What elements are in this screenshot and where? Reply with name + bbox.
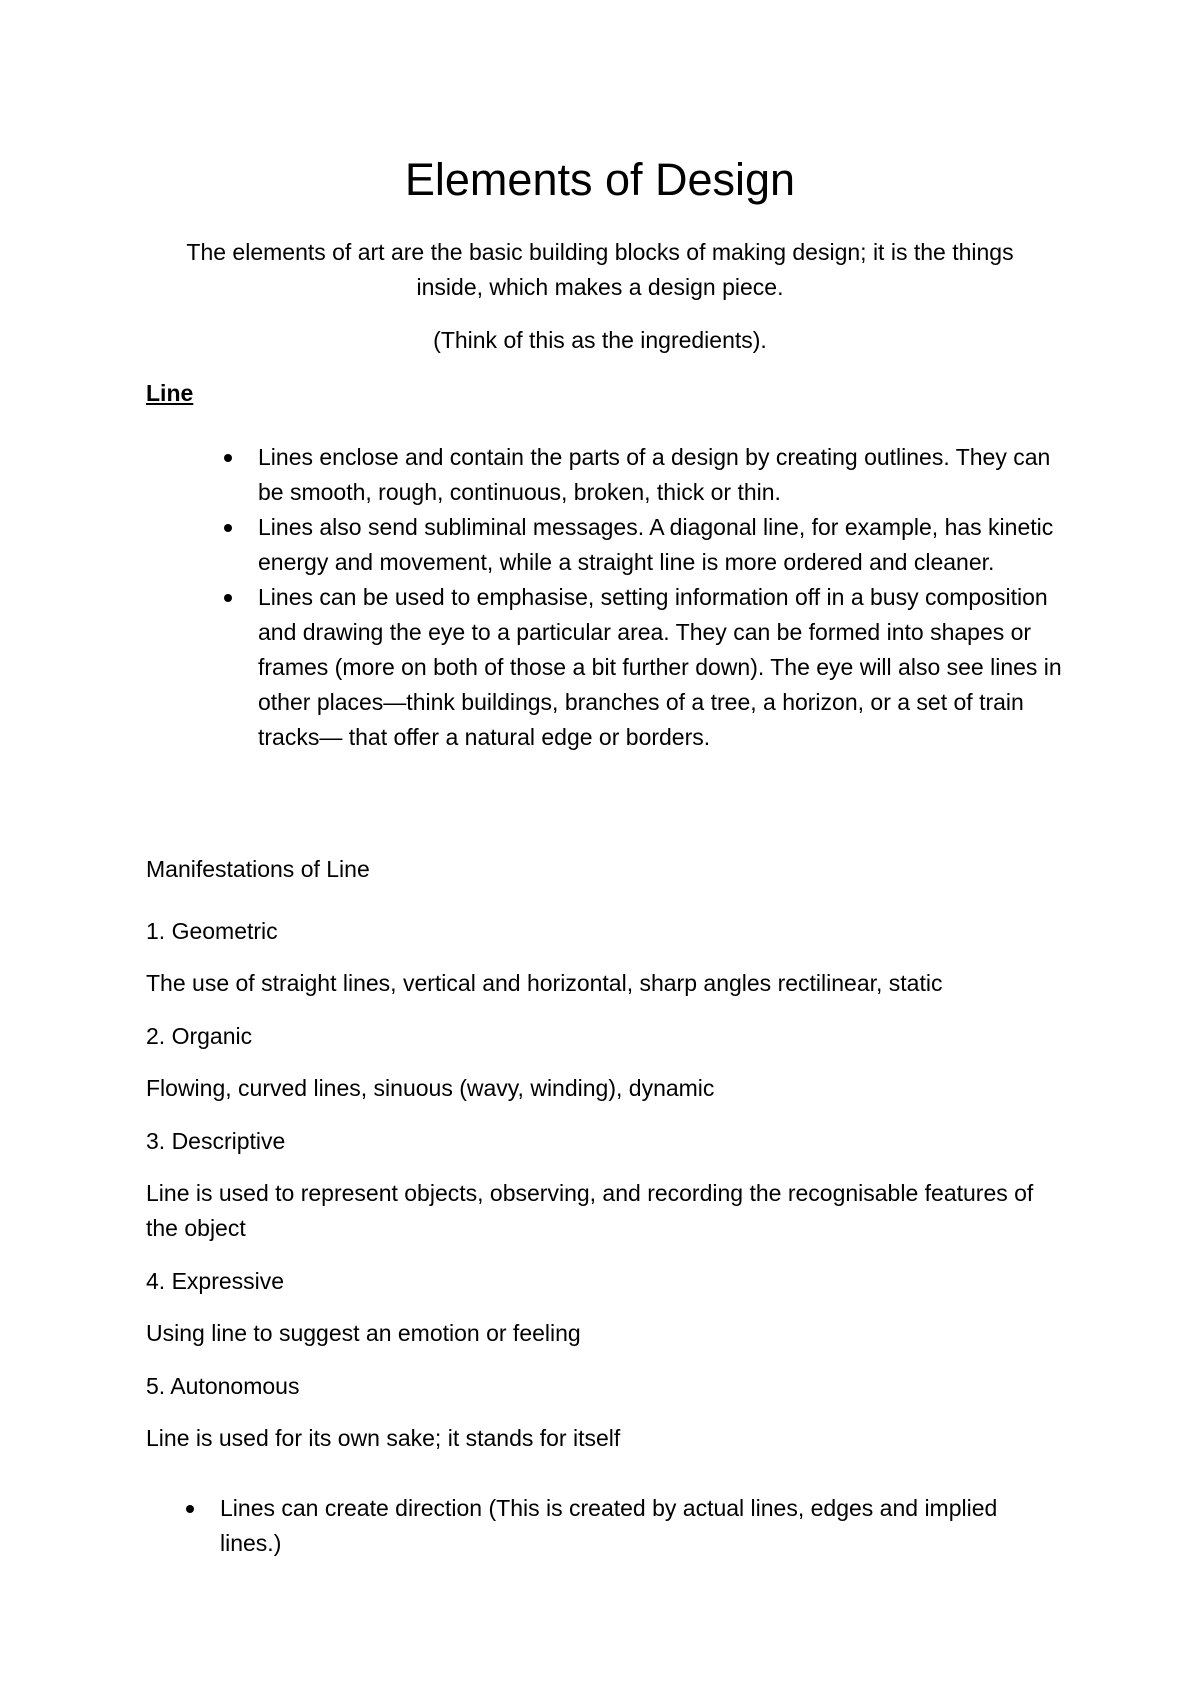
bullet-icon bbox=[224, 524, 232, 532]
final-bullet-list bbox=[0, 1491, 1020, 1561]
bullet-icon bbox=[186, 1505, 194, 1513]
manifestation-label: 1. Geometric bbox=[146, 918, 278, 944]
bullet-text: Lines can be used to emphasise, setting information off in a busy composition and drawing the eye to a particular area. They can be formed into shapes or frames (more on both of those a bit further down). The eye will also see lines in other places—think buildings, branches of a tree, a horizon, or a set of train tracks— that offer a natural edge or borders. bbox=[258, 584, 1062, 750]
document-title: Elements of Design bbox=[404, 154, 796, 205]
manifestation-label: 4. Expressive bbox=[146, 1268, 285, 1294]
line-heading: Line bbox=[146, 380, 194, 406]
manifestation-description: The use of straight lines, vertical and horizontal, sharp angles rectilinear, static bbox=[146, 970, 943, 996]
bullet-icon bbox=[224, 454, 232, 462]
intro-paragraph: The elements of art are the basic building blocks of making design; it is the things inside, which makes a design piece. bbox=[186, 239, 1014, 300]
bullet-text: Lines can create direction (This is created by actual lines, edges and implied lines.) bbox=[220, 1495, 998, 1556]
manifestation-description: Line is used for its own sake; it stands for itself bbox=[146, 1425, 621, 1451]
list-item bbox=[258, 510, 1068, 580]
intro-note: (Think of this as the ingredients). bbox=[433, 327, 767, 353]
manifestation-description: Line is used to represent objects, observing, and recording the recognisable features of the object bbox=[146, 1180, 1034, 1241]
list-item bbox=[220, 1491, 1020, 1561]
manifestation-label: 2. Organic bbox=[146, 1023, 253, 1049]
bullet-text: Lines also send subliminal messages. A diagonal line, for example, has kinetic energy and movement, while a straight line is more ordered and cleaner. bbox=[258, 514, 1054, 575]
manifestation-label: 5. Autonomous bbox=[146, 1373, 300, 1399]
list-item bbox=[258, 580, 1068, 755]
manifestation-description: Flowing, curved lines, sinuous (wavy, winding), dynamic bbox=[146, 1075, 715, 1101]
bullet-text: Lines enclose and contain the parts of a design by creating outlines. They can be smooth, rough, continuous, broken, thick or thin. bbox=[258, 444, 1051, 505]
list-item bbox=[258, 440, 1068, 510]
line-bullet-list bbox=[0, 440, 1068, 755]
manifestations-heading: Manifestations of Line bbox=[146, 856, 370, 882]
bullet-icon bbox=[224, 594, 232, 602]
manifestation-description: Using line to suggest an emotion or feeling bbox=[146, 1320, 581, 1346]
manifestation-label: 3. Descriptive bbox=[146, 1128, 286, 1154]
